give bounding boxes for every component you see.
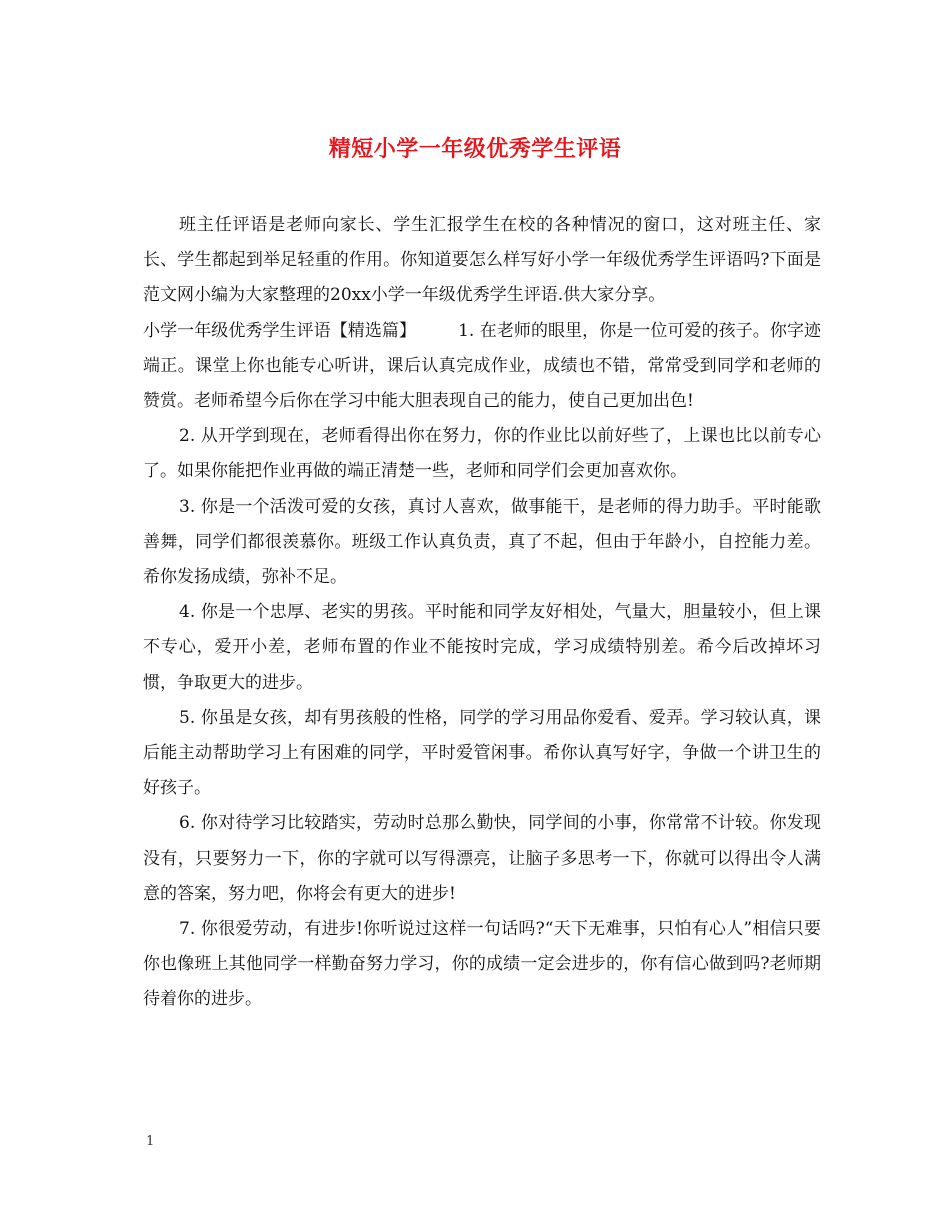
page-number: 1 xyxy=(146,1134,155,1149)
comment-3: 3. 你是一个活泼可爱的女孩，真讨人喜欢，做事能干，是老师的得力助手。平时能歌善舞，同学们都很羡慕你。班级工作认真负责，真了不起，但由于年龄小，自控能力差。希你发扬成绩，弥补不足。 xyxy=(143,496,821,588)
comment-6: 6. 你对待学习比较踏实，劳动时总那么勤快，同学间的小事，你常常不计较。你发现没有，只要努力一下，你的字就可以写得漂亮，让脑子多思考一下，你就可以得出令人满意的答案，努力吧，你将会有更大的进步! xyxy=(143,813,821,904)
comment-2: 2. 从开学到现在，老师看得出你在努力，你的作业比以前好些了，上课也比以前专心了。如果你能把作业再做的端正清楚一些，老师和同学们会更加喜欢你。 xyxy=(143,426,821,482)
comment-1: 1. 在老师的眼里，你是一位可爱的孩子。你字迹端正。课堂上你也能专心听讲，课后认真完成作业，成绩也不错，常常受到同学和老师的赞赏。老师希望今后你在学习中能大胆表现自己的能力，使自己更加出色! xyxy=(143,320,822,412)
section-heading: 小学一年级优秀学生评语【精选篇】 xyxy=(143,320,417,341)
section-paragraph xyxy=(143,314,821,420)
document-body xyxy=(143,208,821,1018)
document-title: 精短小学一年级优秀学生评语 xyxy=(328,136,622,162)
comment-7: 7. 你很爱劳动，有进步!你听说过这样一句话吗?“天下无难事，只怕有心人”相信只要你也像班上其他同学一样勤奋努力学习，你的成绩一定会进步的，你有信心做到吗?老师期待着你的进步。 xyxy=(143,919,821,1010)
intro-paragraph: 班主任评语是老师向家长、学生汇报学生在校的各种情况的窗口，这对班主任、家长、学生都起到举足轻重的作用。你知道要怎么样写好小学一年级优秀学生评语吗?下面是范文网小编为大家整理的20xx小学一年级优秀学生评语.供大家分享。 xyxy=(143,215,821,306)
comment-4: 4. 你是一个忠厚、老实的男孩。平时能和同学友好相处，气量大，胆量较小，但上课不专心，爱开小差，老师布置的作业不能按时完成，学习成绩特别差。希今后改掉坏习惯，争取更大的进步。 xyxy=(143,602,821,693)
comment-5: 5. 你虽是女孩，却有男孩般的性格，同学的学习用品你爱看、爱弄。学习较认真，课后能主动帮助学习上有困难的同学，平时爱管闲事。希你认真写好字，争做一个讲卫生的好孩子。 xyxy=(143,707,821,799)
